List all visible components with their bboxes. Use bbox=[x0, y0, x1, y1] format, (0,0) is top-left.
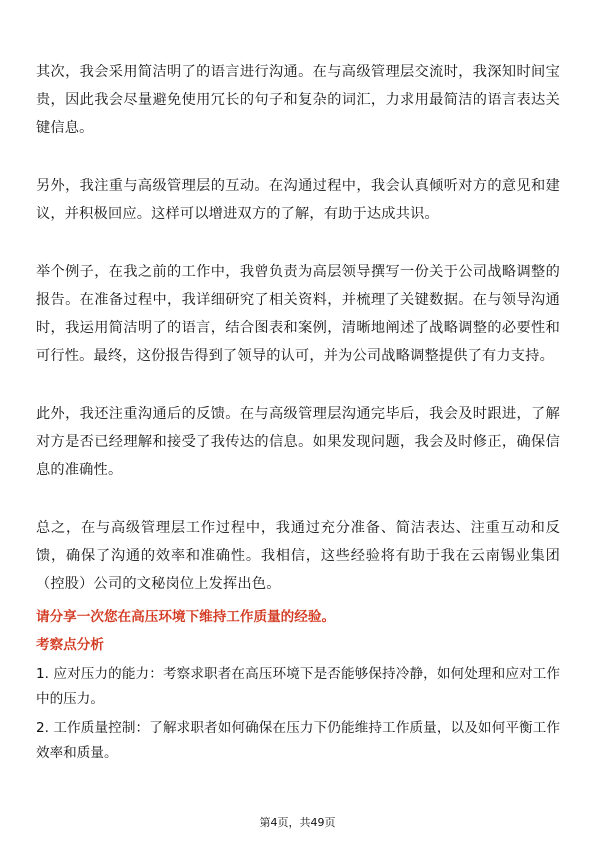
paragraph-concise-language: 其次，我会采用简洁明了的语言进行沟通。在与高级管理层交流时，我深知时间宝贵，因此我会尽量避免使用冗长的句子和复杂的词汇，力求用最简洁的语言表达关键信息。 bbox=[36, 64, 560, 136]
page-content bbox=[36, 58, 560, 770]
analysis-point-quality: 2. 工作质量控制：了解求职者如何确保在压力下仍能维持工作质量，以及如何平衡工作效率和质量。 bbox=[36, 720, 560, 761]
interview-question: 请分享一次您在高压环境下维持工作质量的经验。 bbox=[36, 609, 336, 625]
analysis-point-pressure: 1. 应对压力的能力：考察求职者在高压环境下是否能够保持冷静，如何处理和应对工作中的压力。 bbox=[36, 666, 560, 707]
analysis-section-title: 考察点分析 bbox=[36, 637, 104, 653]
paragraph-feedback: 此外，我还注重沟通后的反馈。在与高级管理层沟通完毕后，我会及时跟进，了解对方是否已经理解和接受了我传达的信息。如果发现问题，我会及时修正，确保信息的准确性。 bbox=[36, 406, 560, 478]
page-number-footer: 第4页，共49页 bbox=[259, 816, 336, 829]
paragraph-example: 举个例子，在我之前的工作中，我曾负责为高层领导撰写一份关于公司战略调整的报告。在准备过程中，我详细研究了相关资料，并梳理了关键数据。在与领导沟通时，我运用简洁明了的语言，结合图表和案例，清晰地阐述了战略调整的必要性和可行性。最终，这份报告得到了领导的认可，并为公司战略调整提供了有力支持。 bbox=[36, 264, 560, 364]
paragraph-summary: 总之，在与高级管理层工作过程中，我通过充分准备、简洁表达、注重互动和反馈，确保了沟通的效率和准确性。我相信，这些经验将有助于我在云南锡业集团（控股）公司的文秘岗位上发挥出色。 bbox=[36, 520, 560, 592]
paragraph-interaction: 另外，我注重与高级管理层的互动。在沟通过程中，我会认真倾听对方的意见和建议，并积极回应。这样可以增进双方的了解，有助于达成共识。 bbox=[36, 178, 560, 222]
